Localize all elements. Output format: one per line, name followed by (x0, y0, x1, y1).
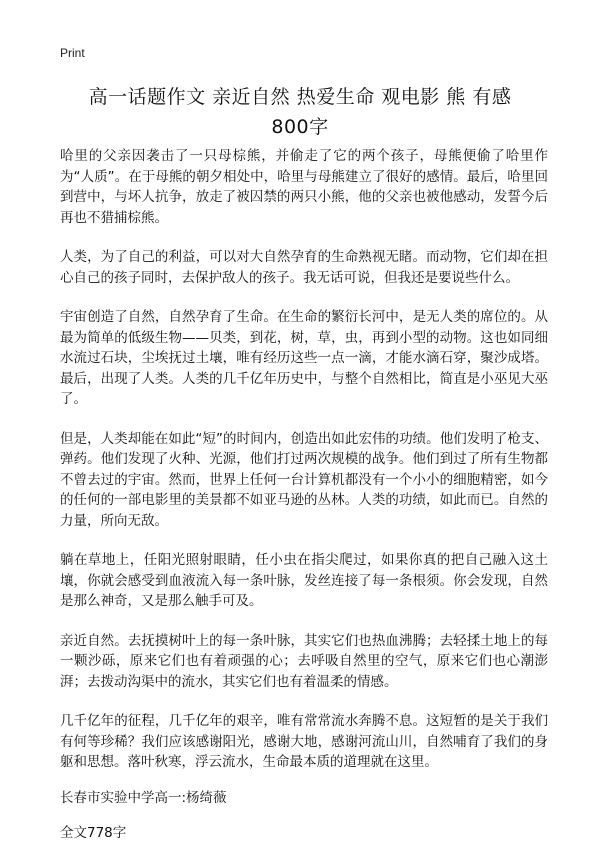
author-line: 长春市实验中学高一:杨绮薇 (60, 789, 227, 806)
paragraph: 哈里的父亲因袭击了一只母棕熊，并偷走了它的两个孩子，母熊便偷了哈里作为“人质”。在于母熊的朝夕相处中，哈里与母熊建立了很好的感情。最后，哈里回到营中，与坏人抗争，放走了被囚禁的两只小熊，他的父亲也被他感动，发誓今后再也不猎捕棕熊。 (60, 148, 548, 226)
paragraph: 宇宙创造了自然，自然孕育了生命。在生命的繁衍长河中，是无人类的席位的。从最为简单的低级生物——贝类，到花，树，草，虫，再到小型的动物。这也如同细水流过石块，尘埃抚过土壤，唯有经历这些一点一滴，才能水滴石穿，聚沙成塔。最后，出现了人类。人类的几千亿年历史中，与整个自然相比，简直是小巫见大巫了。 (60, 309, 548, 407)
paragraph: 亲近自然。去抚摸树叶上的每一条叶脉，其实它们也热血沸腾；去轻揉土地上的每一颗沙砾，原来它们也有着顽强的心；去呼吸自然里的空气，原来它们也心潮澎湃；去拨动沟渠中的流水，其实它们也有着温柔的情感。 (60, 632, 548, 690)
print-link[interactable]: Print (60, 46, 85, 60)
paragraph: 但是，人类却能在如此“短”的时间内，创造出如此宏伟的功绩。他们发明了枪支、弹药。他们发现了火种、光源，他们打过两次规模的战争。他们到过了所有生物都不曾去过的宇宙。然而，世界上任何一台计算机都没有一个小小的细胞精密，如今的任何的一部电影里的美景都不如亚马逊的丛林。人类的功绩，如此而已。自然的力量，所向无敌。 (60, 430, 548, 529)
paragraph: 几千亿年的征程，几千亿年的艰辛，唯有常常流水奔腾不息。这短暂的是关于我们有何等珍稀？我们应该感谢阳光，感谢大地，感谢河流山川，自然哺育了我们的身躯和思想。落叶秋寒，浮云流水，生命最本质的道理就在这里。 (60, 713, 548, 770)
article-body (60, 146, 548, 844)
article-title (40, 82, 560, 142)
article-title-line2: 800字 (271, 116, 329, 138)
word-count: 全文778字 (60, 825, 127, 841)
paragraph: 人类，为了自己的利益，可以对大自然孕育的生命熟视无睹。而动物，它们却在担心自己的孩子同时，去保护敌人的孩子。我无话可说，但我还是要说些什么。 (60, 249, 548, 286)
article-title-line1: 高一话题作文 亲近自然 热爱生命 观电影 熊 有感 (88, 86, 512, 108)
paragraph: 躺在草地上，任阳光照射眼睛，任小虫在指尖爬过，如果你真的把自己融入这土壤，你就会感受到血液流入每一条叶脉，发丝连接了每一条根须。你会发现，自然是那么神奇，又是那么触手可及。 (60, 552, 548, 609)
